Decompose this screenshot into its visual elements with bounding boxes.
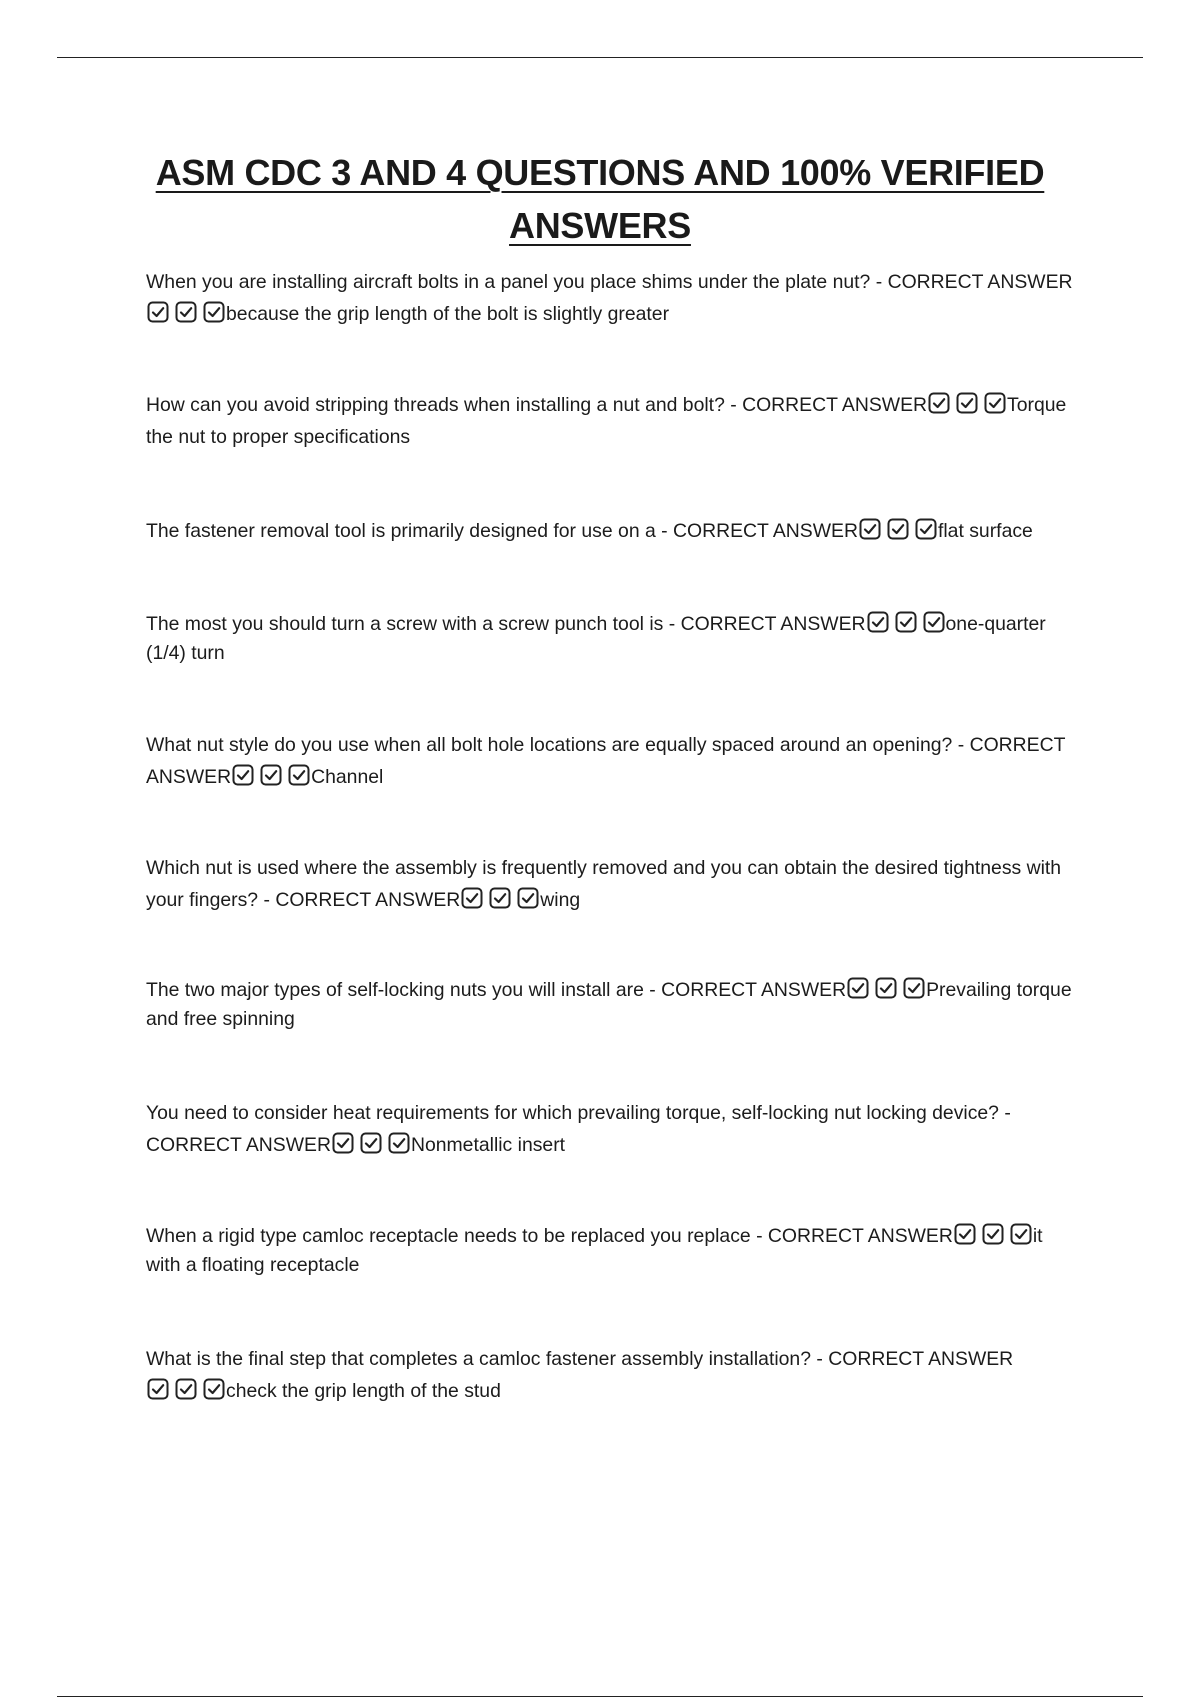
- checked-box-icon: [388, 1132, 410, 1154]
- answer-marker: CORRECT ANSWER: [661, 979, 847, 1001]
- checked-box-icon: [1010, 1223, 1032, 1245]
- answer-text: check the grip length of the stud: [226, 1380, 501, 1402]
- answer-marker: CORRECT ANSWER: [767, 1225, 953, 1247]
- question-text: Which nut is used where the assembly is frequently removed and you can obtain the desired tightness with your fingers? -: [146, 857, 1062, 911]
- question-text: How can you avoid stripping threads when installing a nut and bolt? -: [146, 394, 743, 416]
- answer-text: flat surface: [937, 520, 1033, 542]
- checked-box-icon: [859, 518, 881, 540]
- checked-box-icon: [288, 764, 310, 786]
- answer-marker: CORRECT ANSWER: [673, 520, 858, 542]
- checked-box-icon: [984, 392, 1006, 414]
- checked-box-icon: [903, 977, 925, 999]
- answer-text: Prevailing torque and free spinning: [146, 979, 1072, 1030]
- qa-item: [146, 610, 1081, 668]
- checked-box-icon: [923, 611, 945, 633]
- checked-box-icon: [175, 1378, 197, 1400]
- answer-text: it with a floating receptacle: [146, 1225, 1043, 1276]
- verified-checks: [332, 1132, 410, 1154]
- answer-text: Nonmetallic insert: [410, 1134, 566, 1156]
- qa-item: [146, 1222, 1081, 1280]
- answer-text: Channel: [311, 766, 384, 788]
- answer-text: wing: [540, 889, 581, 911]
- answer-marker: CORRECT ANSWER: [742, 394, 928, 416]
- answer-text: one-quarter (1/4) turn: [146, 613, 1046, 664]
- checked-box-icon: [956, 392, 978, 414]
- answer-text: because the grip length of the bolt is slightly greater: [226, 303, 670, 325]
- question-text: The most you should turn a screw with a screw punch tool is -: [146, 613, 681, 635]
- qa-item: [146, 515, 1081, 547]
- verified-checks: [954, 1223, 1032, 1245]
- checked-box-icon: [147, 301, 169, 323]
- checked-box-icon: [887, 518, 909, 540]
- document-title: ASM CDC 3 AND 4 QUESTIONS AND 100% VERIFIED ANSWERS: [155, 152, 1045, 246]
- checked-box-icon: [175, 301, 197, 323]
- checked-box-icon: [875, 977, 897, 999]
- question-text: When a rigid type camloc receptacle needs to be replaced you replace -: [146, 1225, 768, 1247]
- qa-item: [146, 729, 1081, 793]
- question-text: When you are installing aircraft bolts in a panel you place shims under the plate nut? -: [146, 271, 888, 293]
- checked-box-icon: [867, 611, 889, 633]
- checked-box-icon: [461, 887, 483, 909]
- checked-box-icon: [203, 1378, 225, 1400]
- checked-box-icon: [928, 392, 950, 414]
- answer-marker: CORRECT ANSWER: [146, 1134, 331, 1156]
- answer-text: Torque the nut to proper specifications: [146, 394, 1067, 448]
- answer-marker: CORRECT ANSWER: [275, 889, 461, 911]
- checked-box-icon: [360, 1132, 382, 1154]
- answer-marker: CORRECT ANSWER: [680, 613, 866, 635]
- checked-box-icon: [147, 1378, 169, 1400]
- answer-marker: CORRECT ANSWER: [146, 734, 1066, 788]
- verified-checks: [867, 611, 945, 633]
- qa-item: [146, 266, 1081, 330]
- verified-checks: [928, 392, 1006, 414]
- question-text: The two major types of self-locking nuts you will install are -: [146, 979, 662, 1001]
- qa-item: [146, 852, 1081, 916]
- question-text: What nut style do you use when all bolt hole locations are equally spaced around an opening? -: [146, 734, 970, 756]
- checked-box-icon: [915, 518, 937, 540]
- verified-checks: [847, 977, 925, 999]
- bottom-rule: [57, 1696, 1143, 1697]
- answer-marker: CORRECT ANSWER: [887, 271, 1073, 293]
- qa-item: [146, 1343, 1081, 1407]
- top-rule: [57, 57, 1143, 58]
- verified-checks: [859, 518, 937, 540]
- answer-marker: CORRECT ANSWER: [828, 1348, 1014, 1370]
- checked-box-icon: [489, 887, 511, 909]
- question-text: What is the final step that completes a camloc fastener assembly installation? -: [146, 1348, 829, 1370]
- checked-box-icon: [332, 1132, 354, 1154]
- checked-box-icon: [895, 611, 917, 633]
- question-text: You need to consider heat requirements for which prevailing torque, self-locking nut locking device? -: [146, 1102, 1011, 1124]
- checked-box-icon: [982, 1223, 1004, 1245]
- qa-item: [146, 389, 1081, 453]
- verified-checks: [147, 1378, 225, 1400]
- checked-box-icon: [517, 887, 539, 909]
- qa-item: [146, 976, 1081, 1034]
- checked-box-icon: [847, 977, 869, 999]
- qa-item: [146, 1097, 1081, 1161]
- verified-checks: [147, 301, 225, 323]
- checked-box-icon: [203, 301, 225, 323]
- checked-box-icon: [954, 1223, 976, 1245]
- verified-checks: [232, 764, 310, 786]
- question-text: The fastener removal tool is primarily designed for use on a -: [146, 520, 674, 542]
- checked-box-icon: [232, 764, 254, 786]
- verified-checks: [461, 887, 539, 909]
- checked-box-icon: [260, 764, 282, 786]
